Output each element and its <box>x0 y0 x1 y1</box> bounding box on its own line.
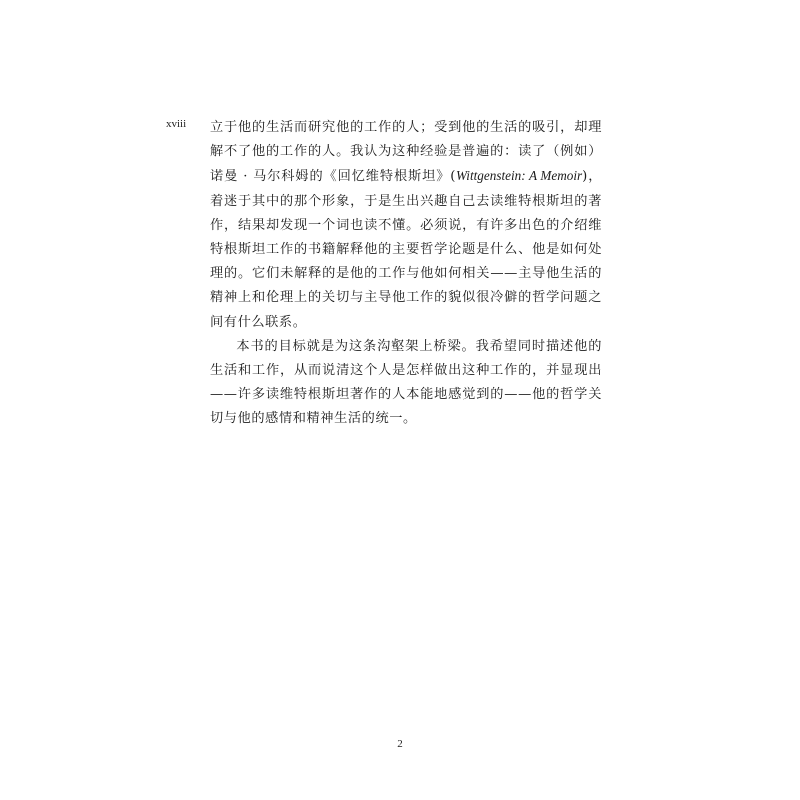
paragraph-1-part-1: 立于他的生活而研究他的工作的人；受到他的生活的吸引，却理解不了他的工作的人。我认为这种经验是普遍的：读了（例如）诺曼 · 马尔科姆的《回忆维特根斯坦》( <box>210 120 602 185</box>
paragraph-2: 本书的目标就是为这条沟壑架上桥梁。我希望同时描述他的生活和工作，从而说清这个人是怎样做出这种工作的，并显现出——许多读维特根斯坦著作的人本能地感觉到的——他的哲学关切与他的感情和精神生活的统一。 <box>210 338 602 427</box>
paragraph-1-part-2: )，着迷于其中的那个形象，于是生出兴趣自己去读维特根斯坦的著作，结果却发现一个词也读不懂。必须说，有许多出色的介绍维特根斯坦工作的书籍解释他的主要哲学论题是什么、他是如何处理的。它们未解释的是他的工作与他如何相关——主导他生活的精神上和伦理上的关切与主导他工作的貌似很冷僻的哲学问题之间有什么联系。 <box>210 169 602 330</box>
body-text <box>210 116 602 432</box>
book-title-english: Wittgenstein: A Memoir <box>456 168 583 184</box>
page-number-top: xviii <box>166 118 187 130</box>
paragraph-1 <box>210 116 602 335</box>
page-number-bottom: 2 <box>397 738 403 750</box>
